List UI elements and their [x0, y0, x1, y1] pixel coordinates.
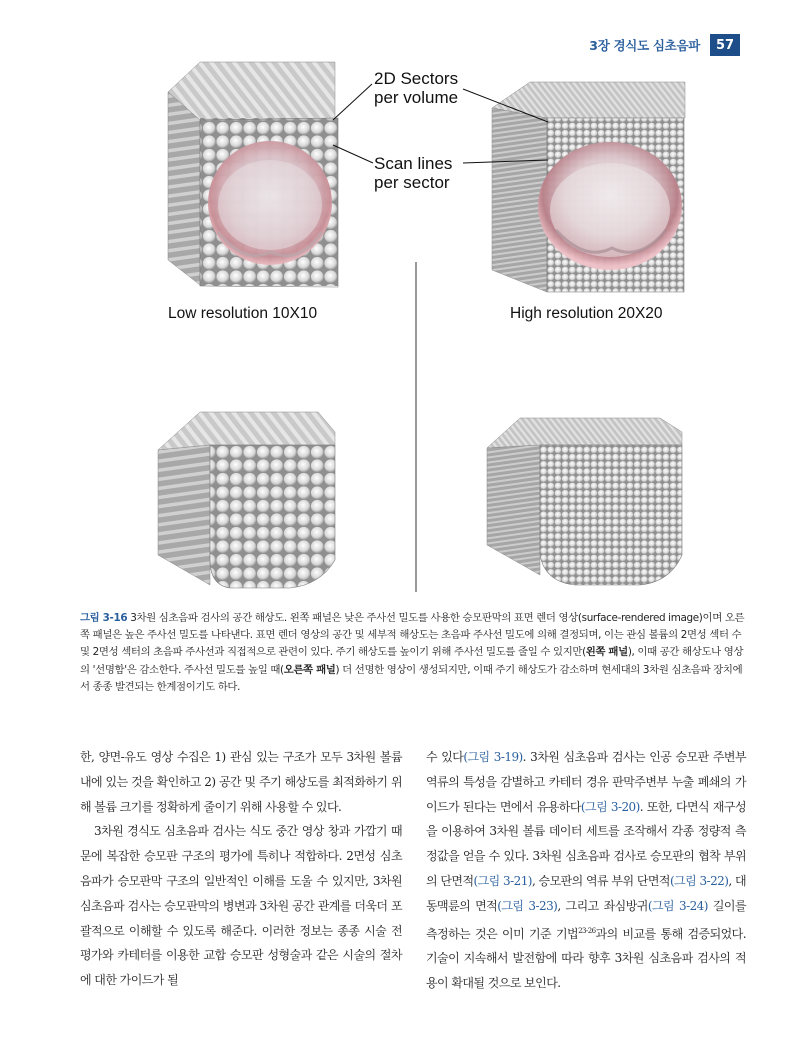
- caption-text-1: 3차원 심초음파 검사의 공간 해상도. 왼쪽 패널은 낮은 주사선 밀도를 사용한 승모판막의 표면 렌더 영상(surface-rendered image)이며 오른쪽 패널은 높은 주사선 밀도를 나타낸다. 표면 렌더 영상의 공간 및 세부적 해상도는 초음파 주사선 밀도에 의해 결정되며, 이는 관심 볼륨의 2면성 섹터 수 및 2면성 섹터의 초음파 주사선과 직접적으로 관련이 있다. 주기 해상도를 높이기 위해 주사선 밀도를 줄일 수 있지만(: [80, 612, 745, 659]
- body-column-left: [80, 745, 402, 993]
- text-run: . 또한, 다면식 재구성을 이용하여 3차원 볼륨 데이터 세트를 조작해서 각종 정량적 측정값을 얻을 수 있다. 3차원 심초음파 검사로 승모판의 협착 부위의 단면적: [426, 799, 746, 888]
- text-run: , 승모판의 역류 부위 단면적: [531, 873, 670, 888]
- text-run: , 대동맥륜의 면적: [426, 873, 747, 913]
- figure-reference-3-21: (그림 3-21): [473, 873, 532, 888]
- figure-caption: [80, 610, 745, 696]
- figure-reference-3-24: (그림 3-24): [647, 898, 708, 913]
- caption-text-3: ) 더 선명한 영상이 생성되지만, 이때 주기 해상도가 감소하며 현세대의 3차원 심초음파 장치에서 종종 발견되는 한계점이기도 하다.: [80, 663, 743, 693]
- callout-2d-sectors-line2: per volume: [374, 88, 459, 107]
- figure-reference-3-23: (그림 3-23): [497, 898, 558, 913]
- page-number: 57: [710, 34, 740, 56]
- paragraph: [426, 745, 746, 996]
- callout-2d-sectors-line1: 2D Sectors: [374, 69, 459, 88]
- figure-reference-3-20: (그림 3-20): [580, 799, 640, 814]
- text-run: 과의 비교를 통해 검증되었다. 기술이 지속해서 발전함에 따라 향후 3차원 심초음파 검사의 적용이 확대될 것으로 보인다.: [426, 926, 746, 991]
- low-resolution-cube: [168, 62, 338, 287]
- figure-reference-3-22: (그림 3-22): [669, 873, 729, 888]
- figure-label: 그림 3-16: [80, 612, 128, 624]
- caption-bold-left-panel: 왼쪽 패널: [585, 646, 628, 659]
- paragraph: 한, 양면-유도 영상 수집은 1) 관심 있는 구조가 모두 3차원 볼륨 내에 있는 것을 확인하고 2) 공간 및 주기 해상도를 최적화하기 위해 볼륨 크기를 정확하게 줄이기 위해 사용할 수 있다.: [80, 750, 402, 814]
- label-low-resolution: Low resolution 10X10: [168, 305, 318, 322]
- text-run: . 3차원 심초음파 검사는 인공 승모판 주변부 역류의 특성을 감별하고 카테터 경유 판막주변부 누출 폐쇄의 가이드가 된다는 면에서 유용하다: [426, 750, 746, 814]
- text-run: 수 있다: [426, 750, 464, 764]
- text-run: 길이를 측정하는 것은 이미 기준 기법: [426, 898, 746, 941]
- high-resolution-cube: [492, 82, 685, 292]
- citation-superscript: 23-26: [578, 926, 596, 935]
- caption-text-2: ), 이때 공간 해상도나 영상의 '선명함'은 감소한다. 주사선 밀도를 높일 때(: [80, 646, 744, 676]
- caption-bold-right-panel: 오른쪽 패널: [283, 663, 336, 676]
- paragraph: 3차원 경식도 심초음파 검사는 식도 중간 영상 창과 가깝기 때문에 복잡한 승모판 구조의 평가에 특히나 적합하다. 2면성 심초음파가 승모판막 구조의 일반적인 이해를 도울 수 있지만, 3차원 심초음파 검사는 승모판막의 병변과 3차원 공간 관계를 더욱더 포괄적으로 이해할 수 있도록 해준다. 이러한 정보는 종종 시술 전 평가와 카테터를 이용한 교합 승모판 성형술과 같은 시술의 절차에 대한 가이드가 될: [80, 824, 402, 988]
- low-resolution-rod-bundle: [158, 412, 335, 588]
- figure-reference-3-19: (그림 3-19): [463, 750, 523, 764]
- body-column-right: [426, 745, 746, 996]
- high-resolution-rod-bundle: [487, 418, 682, 585]
- callout-scan-lines-line1: Scan lines: [374, 154, 453, 173]
- chapter-title: 3장 경식도 심초음파: [589, 38, 700, 53]
- callout-scan-lines-line2: per sector: [374, 173, 450, 192]
- label-high-resolution: High resolution 20X20: [510, 305, 663, 322]
- text-run: , 그리고 좌심방귀: [557, 898, 648, 913]
